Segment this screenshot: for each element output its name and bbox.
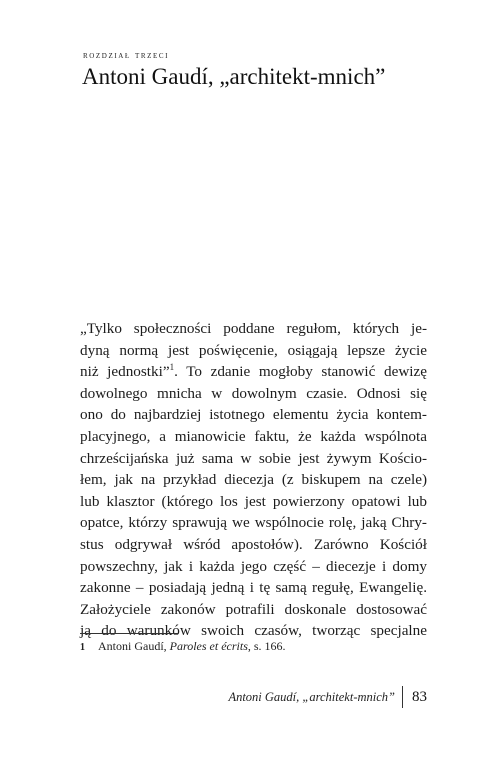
footnote-author: Antoni Gaudí,: [98, 639, 167, 653]
body-line: zakonne – posiadają jedną i tę samą regułę, Ewangelię.: [80, 579, 427, 597]
running-footer: [228, 686, 427, 708]
body-line: powszechny, jak i każda jego część – diecezje i domy: [80, 557, 427, 575]
body-line: dyną normą jest poświęcenie, osiągają lepsze życie: [80, 341, 427, 359]
footnote-number: 1: [80, 642, 85, 653]
body-line: lub klasztor (którego los jest powierzony opatowi lub: [80, 492, 427, 510]
chapter-title: Antoni Gaudí, „architekt-mnich”: [82, 64, 386, 89]
footnote-divider: [80, 633, 178, 634]
body-text: [80, 318, 427, 642]
body-line: „Tylko społeczności poddane regułom, których je-: [80, 320, 427, 337]
body-line: ono do najbardziej istotnego elementu życia kontem-: [80, 406, 427, 424]
body-line: ją do warunków swoich czasów, tworząc specjalne: [80, 622, 427, 640]
body-line: stus odgrywał wśród apostołów). Zarówno Kościół: [80, 535, 427, 553]
running-title: Antoni Gaudí, „architekt-mnich”: [228, 689, 395, 704]
body-line-part: niż jednostki”: [80, 363, 170, 381]
body-line: dowolnego mnicha w dowolnym czasie. Odnosi się: [80, 384, 427, 402]
body-line: łem, jak na przykład diecezja (z biskupem na czele): [80, 471, 427, 489]
body-line-part: . To zdanie mogłoby stanowić dewizę: [174, 363, 427, 381]
footer-divider: [402, 686, 403, 708]
body-line: Założyciele zakonów potrafili doskonale dostosować: [80, 600, 427, 618]
page-number: 83: [412, 688, 427, 705]
body-line: placyjnego, a mianowicie faktu, że każda wspólnota: [80, 427, 427, 445]
chapter-label: rozdział trzeci: [83, 50, 170, 61]
body-line: opatce, którzy sprawują we wspólnocie rolę, jaką Chry-: [80, 514, 427, 532]
body-line: chrześcijańska już sama w sobie jest żywym Kościo-: [80, 449, 427, 467]
footnote-reference[interactable]: 1: [169, 362, 175, 373]
footnote-work-title: Paroles et écrits: [169, 639, 248, 653]
footnote: [80, 638, 286, 656]
footnote-page: , s. 166.: [247, 639, 286, 653]
body-line: [80, 361, 427, 383]
